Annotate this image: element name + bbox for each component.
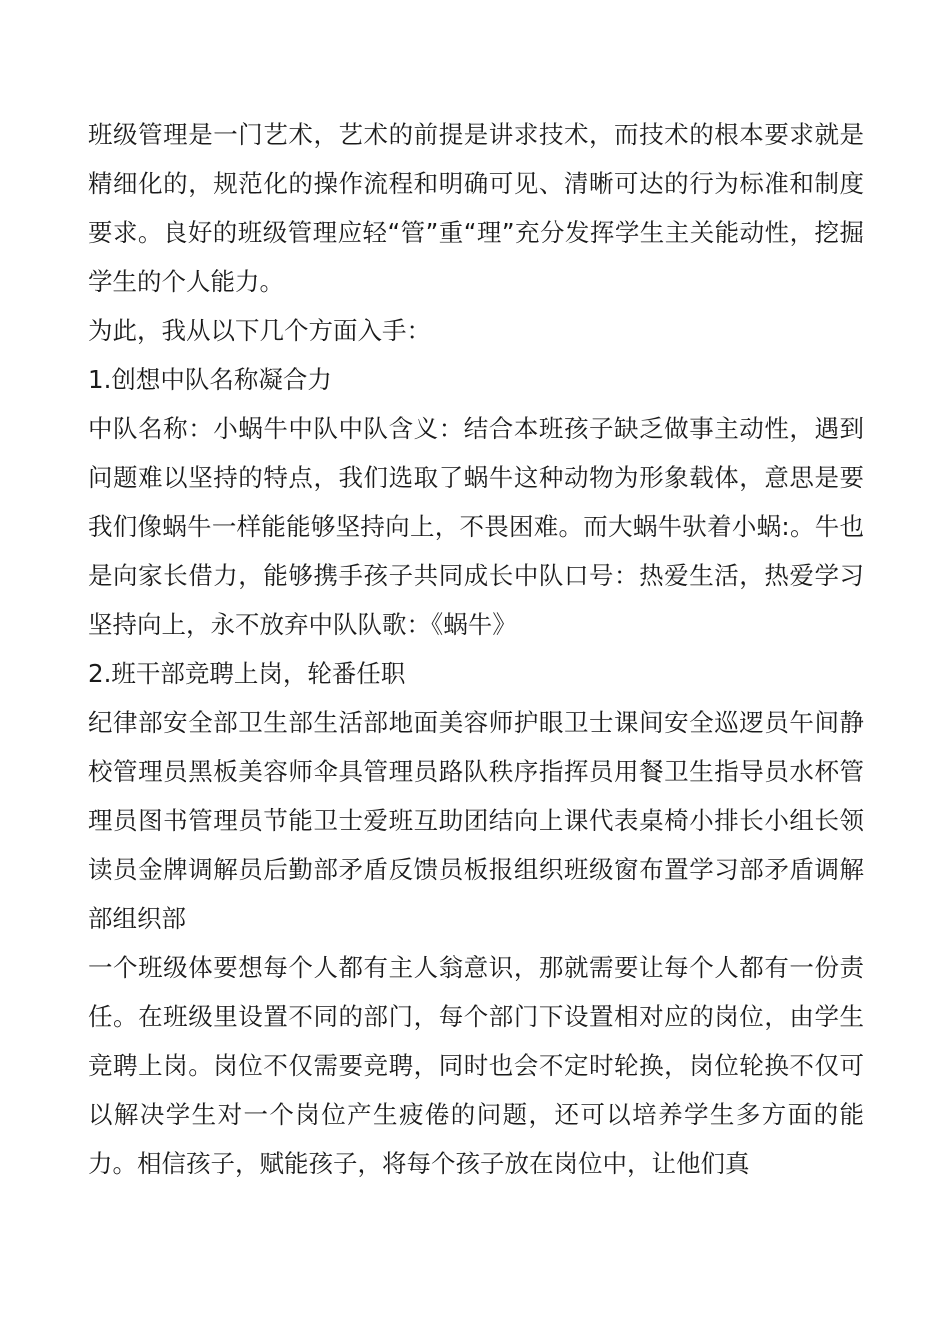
paragraph-responsibility: 一个班级体要想每个人都有主人翁意识，那就需要让每个人都有一份责任。在班级里设置不同的部门，每个部门下设置相对应的岗位，由学生竞聘上岗。岗位不仅需要竞聘，同时也会不定时轮换，岗位轮换不仅可以解决学生对一个岗位产生疲倦的问题，还可以培养学生多方面的能力。相信孩子，赋能孩子，将每个孩子放在岗位中，让他们真 [88, 953, 864, 1178]
paragraph-squad-name: 中队名称：小蜗牛中队中队含义：结合本班孩子缺乏做事主动性，遇到问题难以坚持的特点，我们选取了蜗牛这种动物为形象载体，意思是要我们像蜗牛一样能能够坚持向上，不畏困难。而大蜗牛驮着小蜗:。牛也是向家长借力，能够携手孩子共同成长中队口号：热爱生活，热爱学习坚持向上，永不放弃中队队歌：《蜗牛》 [88, 414, 864, 639]
section-heading-2: 2.班干部竞聘上岗，轮番任职 [88, 659, 406, 688]
document-body [88, 110, 864, 1188]
paragraph-approach: 为此，我从以下几个方面入手： [88, 316, 431, 345]
section-heading-1: 1.创想中队名称凝合力 [88, 365, 332, 394]
paragraph-roles-list: 纪律部安全部卫生部生活部地面美容师护眼卫士课间安全巡逻员午间静校管理员黑板美容师伞具管理员路队秩序指挥员用餐卫生指导员水杯管理员图书管理员节能卫士爱班互助团结向上课代表桌椅小排长小组长领读员金牌调解员后勤部矛盾反馈员板报组织班级窗布置学习部矛盾调解部组织部 [88, 708, 864, 933]
paragraph-intro: 班级管理是一门艺术，艺术的前提是讲求技术，而技术的根本要求就是精细化的，规范化的操作流程和明确可见、清晰可达的行为标准和制度要求。良好的班级管理应轻“管”重“理”充分发挥学生主关能动性，挖掘学生的个人能力。 [88, 120, 864, 296]
